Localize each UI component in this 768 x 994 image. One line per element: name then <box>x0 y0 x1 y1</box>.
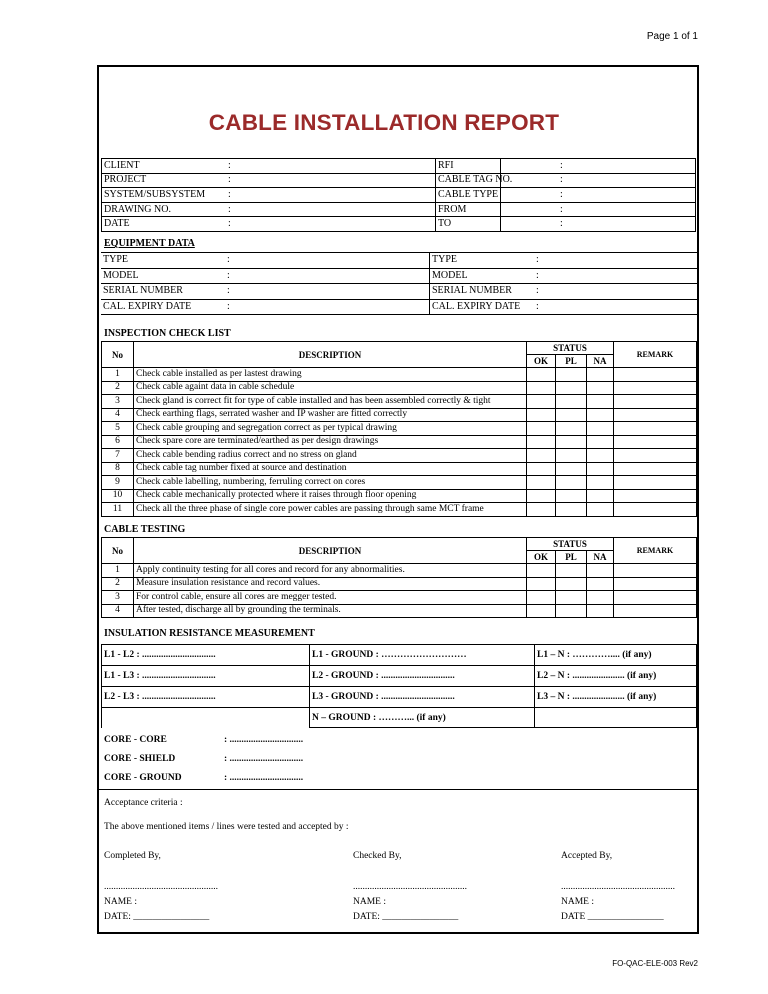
ir-phase-phase: L1 - L2 : ............................... <box>102 645 310 666</box>
remark-cell[interactable] <box>614 503 697 517</box>
na-cell[interactable] <box>587 577 614 591</box>
checklist-row <box>102 564 697 578</box>
ok-cell[interactable] <box>527 604 556 618</box>
checklist-row <box>102 489 697 503</box>
item-number: 6 <box>102 435 134 449</box>
item-number: 3 <box>102 395 134 409</box>
equipment-value: : <box>534 299 697 315</box>
ir-phase-neutral: L3 – N : ...................... (if any) <box>535 687 697 708</box>
item-description: Check cable installed as per lastest drawing <box>134 368 527 382</box>
checklist-row <box>102 422 697 436</box>
pl-cell[interactable] <box>556 422 587 436</box>
pl-cell[interactable] <box>556 449 587 463</box>
ok-cell[interactable] <box>527 591 556 605</box>
col-pl: PL <box>556 551 587 564</box>
ir-phase-phase: L2 - L3 : ............................... <box>102 687 310 708</box>
header-label: DRAWING NO. <box>102 202 227 217</box>
col-remark: REMARK <box>614 538 697 564</box>
remark-cell[interactable] <box>614 476 697 490</box>
pl-cell[interactable] <box>556 591 587 605</box>
checklist-row <box>102 395 697 409</box>
item-number: 1 <box>102 564 134 578</box>
header-value: : <box>558 202 696 217</box>
equipment-value: : <box>225 299 430 315</box>
remark-cell[interactable] <box>614 591 697 605</box>
signature-name: NAME : <box>561 897 594 907</box>
signature-role: Accepted By, <box>561 851 613 861</box>
signature-date: DATE: ________________ <box>104 912 210 922</box>
pl-cell[interactable] <box>556 381 587 395</box>
header-label: CLIENT <box>102 159 227 174</box>
remark-cell[interactable] <box>614 489 697 503</box>
header-value: : <box>226 202 501 217</box>
item-number: 8 <box>102 462 134 476</box>
ok-cell[interactable] <box>527 462 556 476</box>
ir-phase-neutral: L2 – N : ...................... (if any) <box>535 666 697 687</box>
na-cell[interactable] <box>587 422 614 436</box>
col-na: NA <box>587 355 614 368</box>
na-cell[interactable] <box>587 368 614 382</box>
signature-line: ................................................ <box>353 882 467 892</box>
header-value: : <box>558 173 696 188</box>
checklist-row <box>102 449 697 463</box>
item-number: 10 <box>102 489 134 503</box>
col-remark: REMARK <box>614 342 697 368</box>
insulation-table <box>101 644 697 728</box>
ok-cell[interactable] <box>527 489 556 503</box>
na-cell[interactable] <box>587 449 614 463</box>
item-description: Check all the three phase of single core power cables are passing through same MCT frame <box>134 503 527 517</box>
header-value: : <box>226 173 501 188</box>
item-description: Check cable labelling, numbering, ferruling correct on cores <box>134 476 527 490</box>
remark-cell[interactable] <box>614 368 697 382</box>
header-info-right <box>435 158 696 232</box>
ok-cell[interactable] <box>527 435 556 449</box>
equipment-label: MODEL <box>101 268 225 284</box>
pl-cell[interactable] <box>556 489 587 503</box>
remark-cell[interactable] <box>614 564 697 578</box>
accepted-statement: The above mentioned items / lines were tested and accepted by : <box>104 822 349 832</box>
checklist-row <box>102 462 697 476</box>
signature-line: ................................................ <box>104 882 218 892</box>
ok-cell[interactable] <box>527 422 556 436</box>
equipment-label: TYPE <box>430 253 535 269</box>
item-number: 11 <box>102 503 134 517</box>
core-label: CORE - CORE <box>104 734 167 745</box>
ok-cell[interactable] <box>527 449 556 463</box>
item-number: 1 <box>102 368 134 382</box>
core-label: CORE - SHIELD <box>104 753 176 764</box>
na-cell[interactable] <box>587 503 614 517</box>
header-label: CABLE TAG NO. <box>436 173 559 188</box>
ok-cell[interactable] <box>527 564 556 578</box>
item-number: 7 <box>102 449 134 463</box>
ok-cell[interactable] <box>527 503 556 517</box>
checklist-row <box>102 435 697 449</box>
equipment-label: SERIAL NUMBER <box>430 284 535 300</box>
ir-phase-neutral: L1 – N : ………….... (if any) <box>535 645 697 666</box>
checklist-row <box>102 408 697 422</box>
footer-code: FO-QAC-ELE-003 Rev2 <box>612 959 698 968</box>
item-number: 4 <box>102 604 134 618</box>
signature-line: ................................................ <box>561 882 675 892</box>
item-number: 5 <box>102 422 134 436</box>
header-label: RFI <box>436 159 559 174</box>
ok-cell[interactable] <box>527 381 556 395</box>
remark-cell[interactable] <box>614 435 697 449</box>
item-description: Check cable tag number fixed at source and destination <box>134 462 527 476</box>
header-label: TO <box>436 217 559 232</box>
item-description: Apply continuity testing for all cores and record for any abnormalities. <box>134 564 527 578</box>
na-cell[interactable] <box>587 591 614 605</box>
header-value: : <box>558 188 696 203</box>
equipment-value: : <box>534 268 697 284</box>
ir-phase-ground: L3 - GROUND : ............................... <box>310 687 535 708</box>
pl-cell[interactable] <box>556 395 587 409</box>
ok-cell[interactable] <box>527 408 556 422</box>
col-no: No <box>102 342 134 368</box>
equipment-label: SERIAL NUMBER <box>101 284 225 300</box>
col-no: No <box>102 538 134 564</box>
remark-cell[interactable] <box>614 449 697 463</box>
signature-role: Checked By, <box>353 851 402 861</box>
remark-cell[interactable] <box>614 395 697 409</box>
item-description: Check cable mechanically protected where it raises through floor opening <box>134 489 527 503</box>
remark-cell[interactable] <box>614 462 697 476</box>
header-label: FROM <box>436 202 559 217</box>
testing-table <box>101 537 697 618</box>
header-value: : <box>226 188 501 203</box>
equipment-value: : <box>225 253 430 269</box>
item-number: 3 <box>102 591 134 605</box>
col-na: NA <box>587 551 614 564</box>
equipment-label: MODEL <box>430 268 535 284</box>
item-description: Check cable grouping and segregation correct as per typical drawing <box>134 422 527 436</box>
pl-cell[interactable] <box>556 368 587 382</box>
page-number: Page 1 of 1 <box>646 31 698 42</box>
col-status: STATUS <box>527 538 614 551</box>
col-description: DESCRIPTION <box>134 342 527 368</box>
remark-cell[interactable] <box>614 604 697 618</box>
report-title: CABLE INSTALLATION REPORT <box>208 110 560 135</box>
pl-cell[interactable] <box>556 564 587 578</box>
item-number: 4 <box>102 408 134 422</box>
remark-cell[interactable] <box>614 422 697 436</box>
item-number: 2 <box>102 381 134 395</box>
ok-cell[interactable] <box>527 476 556 490</box>
checklist-row <box>102 381 697 395</box>
ok-cell[interactable] <box>527 577 556 591</box>
header-value: : <box>558 159 696 174</box>
remark-cell[interactable] <box>614 381 697 395</box>
equipment-value: : <box>225 284 430 300</box>
equipment-value: : <box>534 253 697 269</box>
core-value: : ............................... <box>224 734 304 745</box>
item-number: 2 <box>102 577 134 591</box>
remark-cell[interactable] <box>614 577 697 591</box>
item-description: Check spare core are terminated/earthed as per design drawings <box>134 435 527 449</box>
equipment-label: CAL. EXPIRY DATE <box>430 299 535 315</box>
ir-phase-ground: L2 - GROUND : ............................... <box>310 666 535 687</box>
signature-role: Completed By, <box>104 851 161 861</box>
pl-cell[interactable] <box>556 503 587 517</box>
header-label: CABLE TYPE <box>436 188 559 203</box>
checklist-row <box>102 368 697 382</box>
equipment-value: : <box>534 284 697 300</box>
na-cell[interactable] <box>587 435 614 449</box>
na-cell[interactable] <box>587 395 614 409</box>
signature-date: DATE ________________ <box>561 912 664 922</box>
header-label: DATE <box>102 217 227 232</box>
equipment-label: TYPE <box>101 253 225 269</box>
ir-phase-ground: L1 - GROUND : ……………………… <box>310 645 535 666</box>
item-description: After tested, discharge all by grounding the terminals. <box>134 604 527 618</box>
core-value: : ............................... <box>224 753 304 764</box>
ir-neutral-ground: N – GROUND : ………... (if any) <box>310 708 535 728</box>
signature-name: NAME : <box>104 897 137 907</box>
inspection-heading: INSPECTION CHECK LIST <box>104 328 231 339</box>
pl-cell[interactable] <box>556 408 587 422</box>
equipment-value: : <box>225 268 430 284</box>
na-cell[interactable] <box>587 476 614 490</box>
item-description: For control cable, ensure all cores are megger tested. <box>134 591 527 605</box>
header-value: : <box>226 217 501 232</box>
header-value: : <box>226 159 501 174</box>
acceptance-criteria: Acceptance criteria : <box>104 798 183 808</box>
checklist-row <box>102 503 697 517</box>
header-label: PROJECT <box>102 173 227 188</box>
item-description: Check cable bending radius correct and no stress on gland <box>134 449 527 463</box>
item-description: Check gland is correct fit for type of cable installed and has been assembled correctly & tight <box>134 395 527 409</box>
testing-heading: CABLE TESTING <box>104 524 186 535</box>
core-label: CORE - GROUND <box>104 772 182 783</box>
pl-cell[interactable] <box>556 476 587 490</box>
col-pl: PL <box>556 355 587 368</box>
ir-phase-phase: L1 - L3 : ............................... <box>102 666 310 687</box>
col-ok: OK <box>527 551 556 564</box>
equipment-table <box>101 252 697 315</box>
signature-date: DATE: ________________ <box>353 912 459 922</box>
ok-cell[interactable] <box>527 395 556 409</box>
equipment-heading: EQUIPMENT DATA <box>104 238 195 249</box>
divider <box>97 789 699 790</box>
na-cell[interactable] <box>587 381 614 395</box>
na-cell[interactable] <box>587 489 614 503</box>
insulation-heading: INSULATION RESISTANCE MEASUREMENT <box>104 628 315 639</box>
na-cell[interactable] <box>587 604 614 618</box>
na-cell[interactable] <box>587 408 614 422</box>
pl-cell[interactable] <box>556 462 587 476</box>
header-label: SYSTEM/SUBSYSTEM <box>102 188 227 203</box>
pl-cell[interactable] <box>556 577 587 591</box>
col-ok: OK <box>527 355 556 368</box>
checklist-row <box>102 604 697 618</box>
checklist-row <box>102 577 697 591</box>
equipment-label: CAL. EXPIRY DATE <box>101 299 225 315</box>
col-status: STATUS <box>527 342 614 355</box>
core-tests <box>104 730 303 787</box>
signature-name: NAME : <box>353 897 386 907</box>
header-value: : <box>558 217 696 232</box>
pl-cell[interactable] <box>556 604 587 618</box>
remark-cell[interactable] <box>614 408 697 422</box>
col-description: DESCRIPTION <box>134 538 527 564</box>
item-description: Check earthing flags, serrated washer and IP washer are fitted correctly <box>134 408 527 422</box>
item-description: Check cable againt data in cable schedule <box>134 381 527 395</box>
na-cell[interactable] <box>587 462 614 476</box>
checklist-row <box>102 591 697 605</box>
pl-cell[interactable] <box>556 435 587 449</box>
item-description: Measure insulation resistance and record values. <box>134 577 527 591</box>
inspection-table <box>101 341 697 517</box>
item-number: 9 <box>102 476 134 490</box>
core-value: : ............................... <box>224 772 304 783</box>
ok-cell[interactable] <box>527 368 556 382</box>
na-cell[interactable] <box>587 564 614 578</box>
checklist-row <box>102 476 697 490</box>
